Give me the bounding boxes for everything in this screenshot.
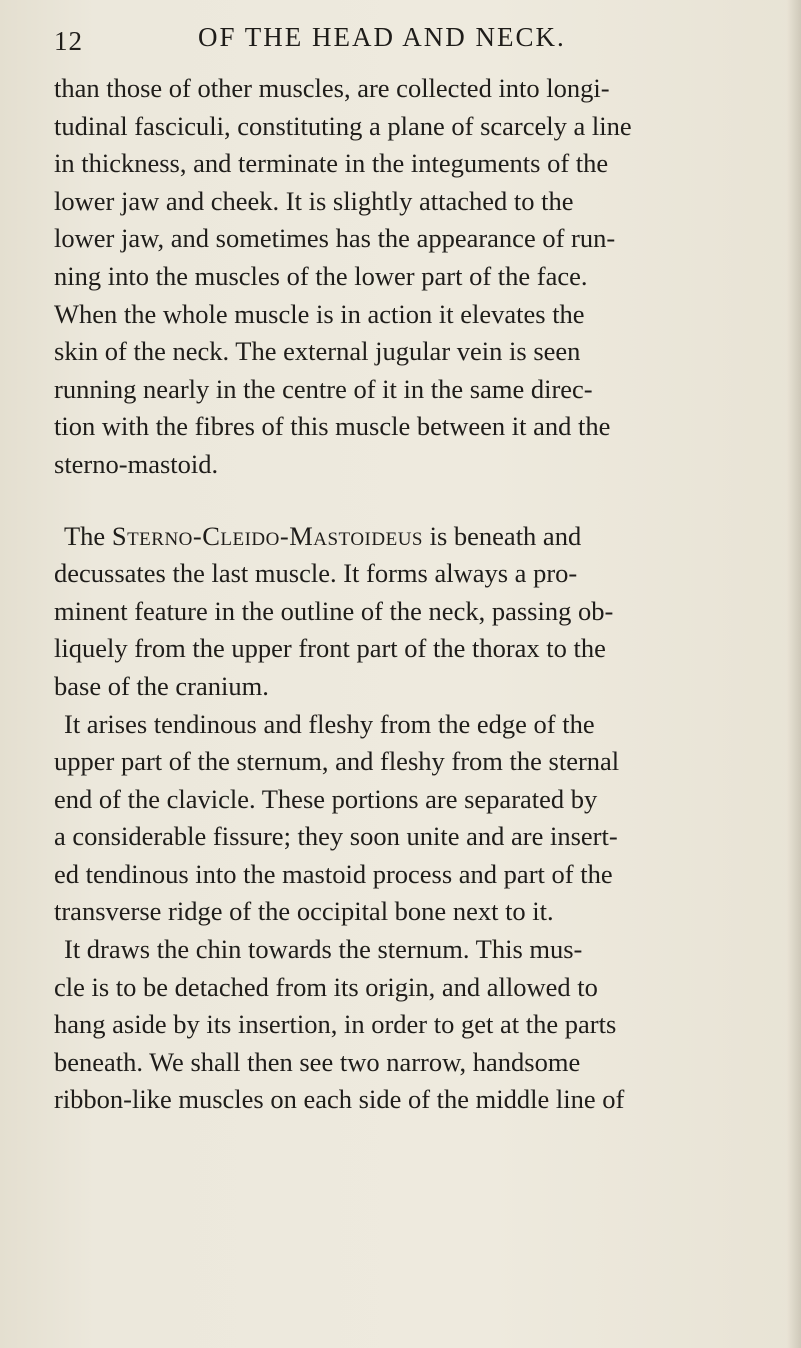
text-line: in thickness, and terminate in the integuments of the [54, 148, 609, 179]
text-line: skin of the neck. The external jugular vein is seen [54, 336, 581, 367]
text-line: cle is to be detached from its origin, and allowed to [54, 971, 598, 1002]
text-line: It arises tendinous and fleshy from the edge of the [64, 708, 595, 739]
text-line: liquely from the upper front part of the thorax to the [54, 633, 606, 664]
text-line: ed tendinous into the mastoid process and part of the [54, 858, 613, 889]
text-line: upper part of the sternum, and fleshy from the sternal [54, 746, 620, 777]
text-line: tudinal fasciculi, constituting a plane of scarcely a line [54, 110, 632, 141]
text-line: decussates the last muscle. It forms always a pro- [54, 558, 578, 589]
text-line: It draws the chin towards the sternum. This mus- [64, 934, 583, 965]
page-header [54, 18, 754, 58]
text-line: a considerable fissure; they soon unite and are insert- [54, 821, 618, 852]
text-line: transverse ridge of the occipital bone next to it. [54, 896, 554, 927]
text-line: lower jaw and cheek. It is slightly attached to the [54, 185, 574, 216]
body-text [54, 70, 754, 1119]
muscle-name: Sterno-Cleido-Mastoideus [111, 520, 423, 551]
text-line: end of the clavicle. These portions are separated by [54, 783, 598, 814]
page-number: 12 [54, 26, 83, 56]
text-line: sterno-mastoid. [54, 448, 219, 479]
running-head: OF THE HEAD AND NECK. [198, 22, 566, 52]
text-line: lower jaw, and sometimes has the appearance of run- [54, 223, 616, 254]
page-edge-shadow [787, 0, 801, 1348]
text-line: tion with the fibres of this muscle between it and the [54, 411, 611, 442]
text-line: ribbon-like muscles on each side of the middle line of [54, 1084, 625, 1115]
text-line: ning into the muscles of the lower part of the face. [54, 260, 588, 291]
text-line-with-heading [54, 518, 754, 556]
line-suffix: is beneath and [422, 520, 582, 551]
text-line: running nearly in the centre of it in the same direc- [54, 373, 593, 404]
paragraph-gap [54, 484, 754, 518]
text-line: than those of other muscles, are collected into longi- [54, 73, 610, 103]
text-line: hang aside by its insertion, in order to get at the parts [54, 1009, 617, 1040]
text-line: When the whole muscle is in action it elevates the [54, 298, 585, 329]
text-line: beneath. We shall then see two narrow, handsome [54, 1046, 581, 1077]
text-line: minent feature in the outline of the neck, passing ob- [54, 595, 614, 626]
line-prefix: The [64, 520, 112, 551]
text-line: base of the cranium. [54, 670, 269, 701]
